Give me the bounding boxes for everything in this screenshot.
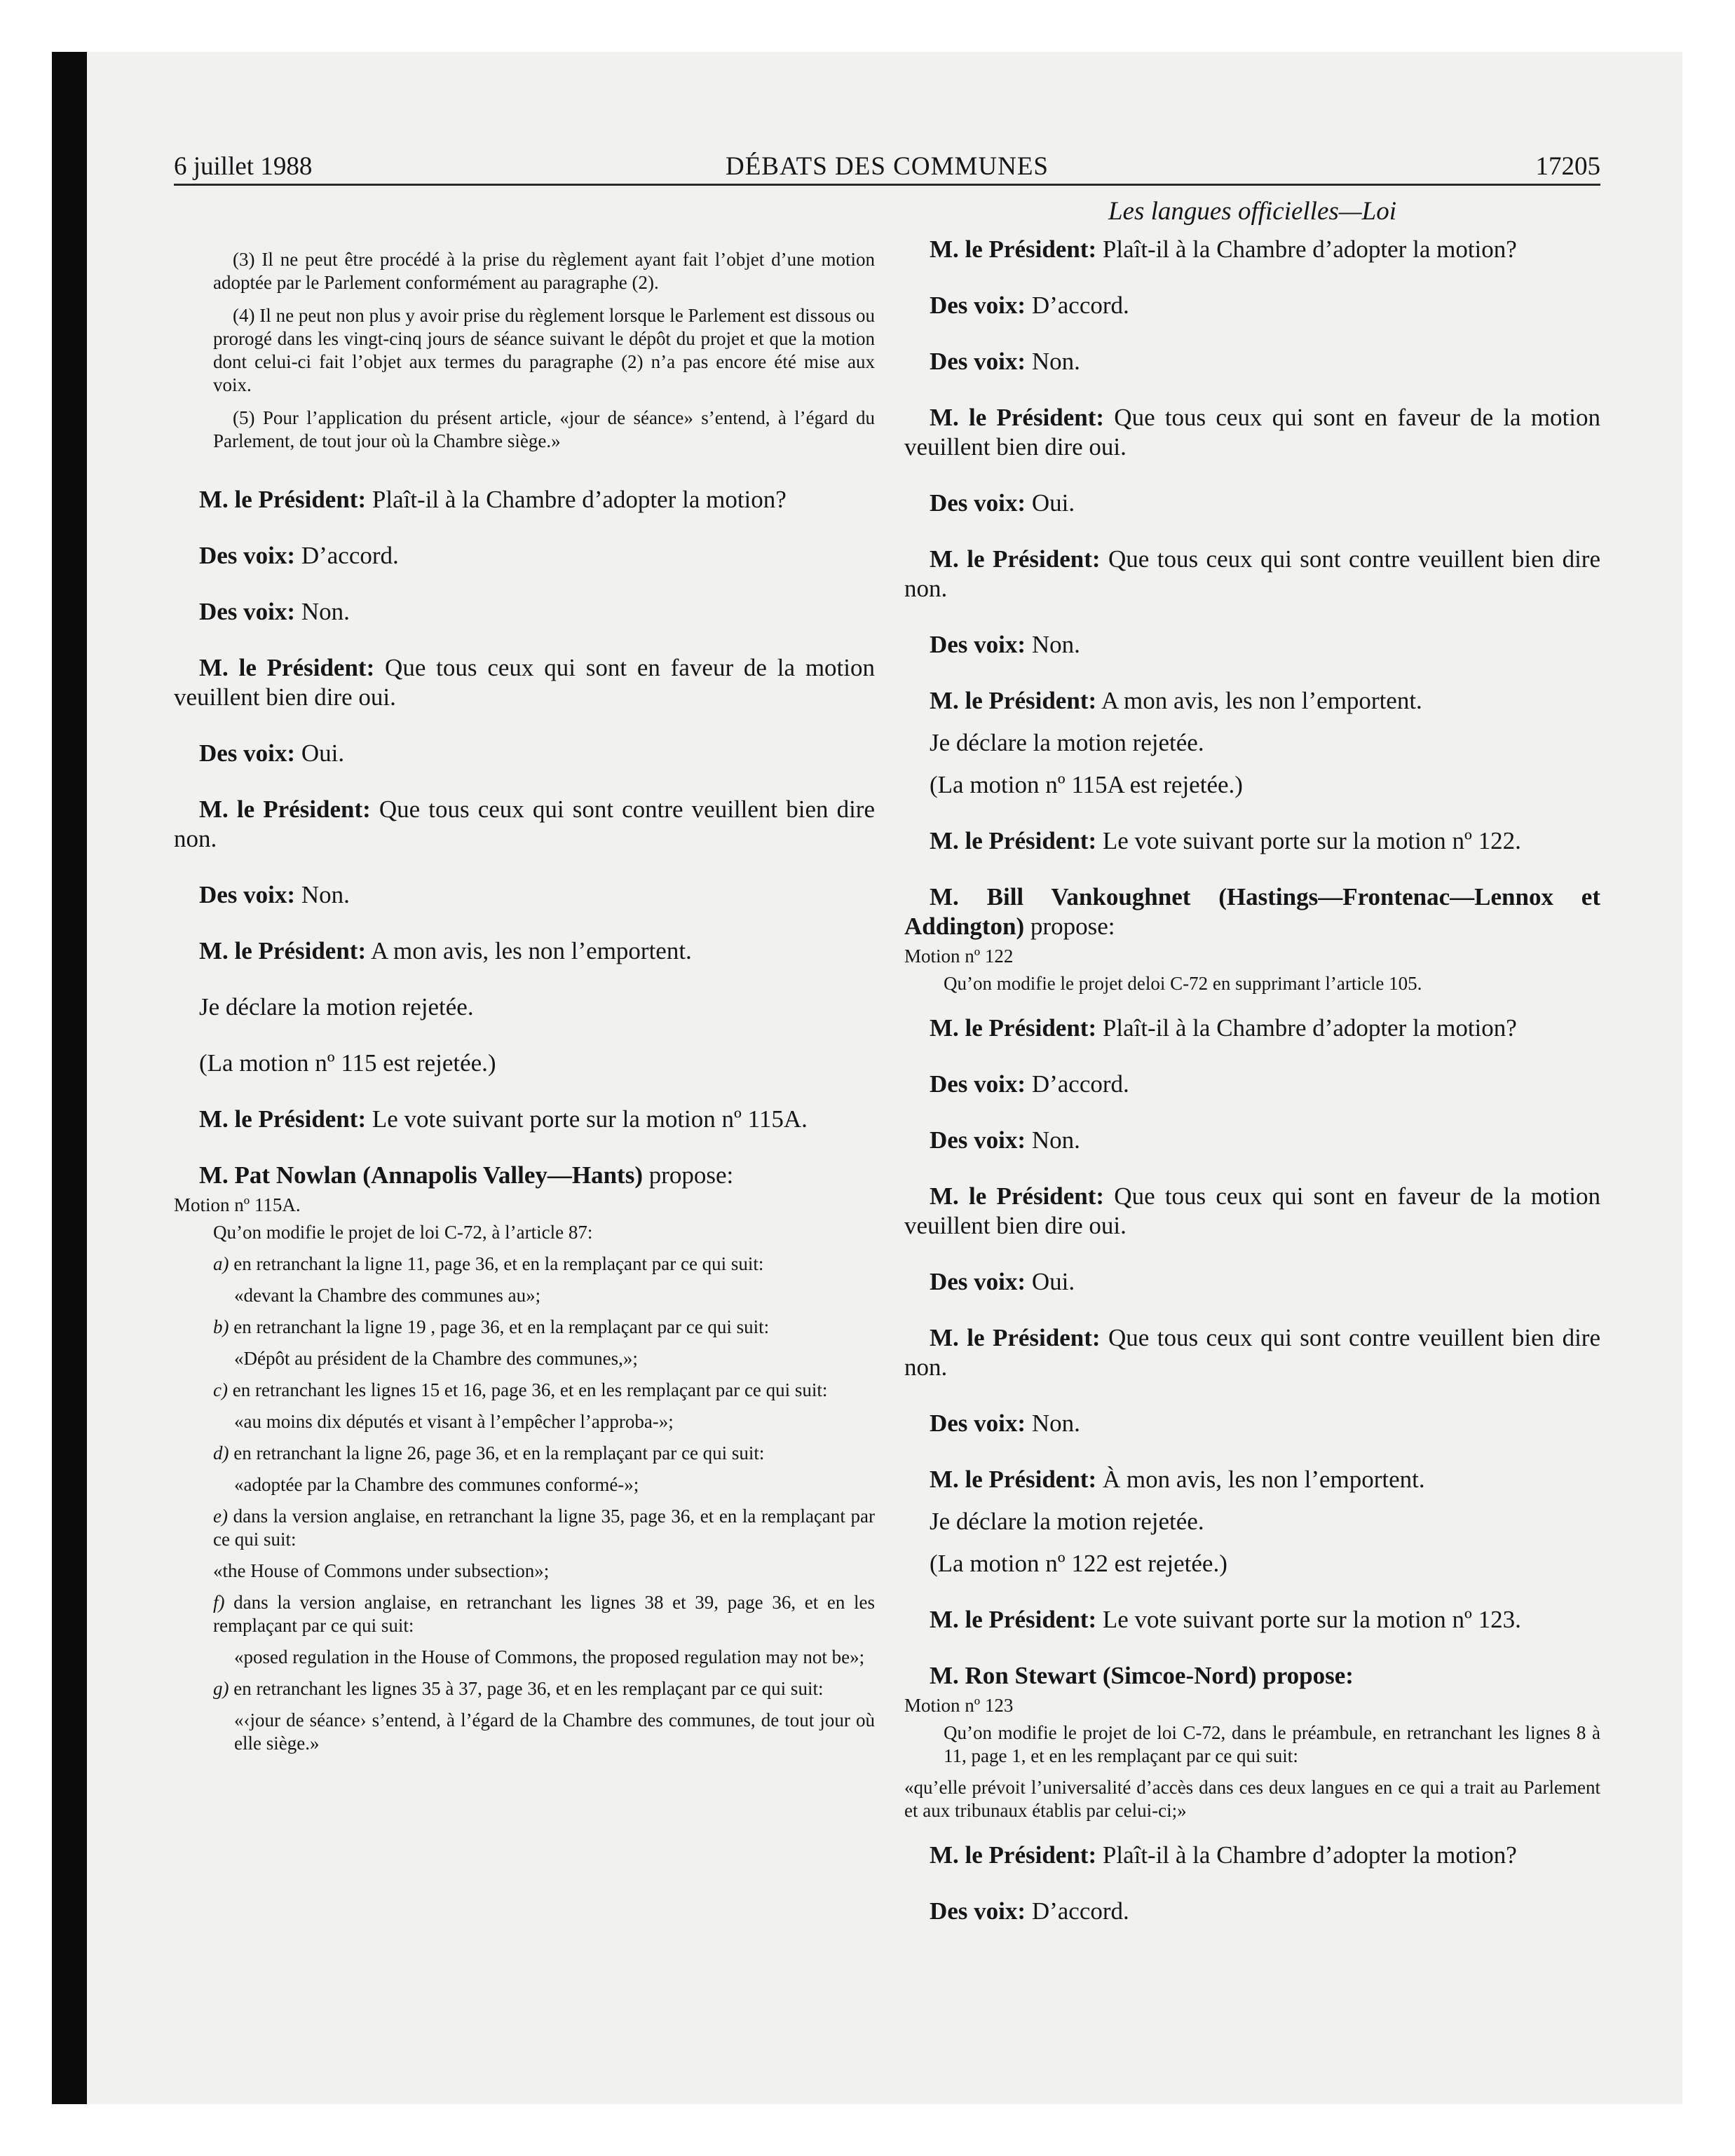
amendment-letter: d): [213, 1442, 229, 1464]
speech-item: [904, 489, 1600, 518]
motion-label: Motion nº 123: [904, 1695, 1014, 1716]
speech-text: À mon avis, les non l’emportent.: [1102, 1466, 1425, 1493]
speech-text: Oui.: [1031, 1268, 1075, 1295]
speaker-name: M. le Président:: [199, 937, 367, 964]
motion-label: Motion nº 115A.: [174, 1194, 301, 1215]
speech-item: Je déclare la motion rejetée.: [199, 993, 474, 1021]
speaker-name: Des voix:: [930, 1268, 1026, 1295]
speech-text: Oui.: [1031, 489, 1075, 517]
amendment-text: en retranchant la ligne 26, page 36, et en la remplaçant par ce qui suit:: [233, 1442, 765, 1464]
header-date: 6 juillet 1988: [174, 152, 313, 181]
speech-text: Non.: [1031, 1410, 1080, 1437]
speech-text: Le vote suivant porte sur la motion nº 123.: [1102, 1606, 1521, 1633]
amendment-item: [174, 1253, 875, 1276]
speech-text: Le vote suivant porte sur la motion nº 122.: [1102, 827, 1521, 854]
amendment-text: dans la version anglaise, en retranchant les lignes 38 et 39, page 36, et en les remplaçant par ce qui suit:: [213, 1592, 876, 1636]
speech-item: [904, 291, 1600, 320]
quoted-paragraph-5: (5) Pour l’application du présent article, «jour de séance» s’entend, à l’égard du Parlement, de tout jour où la Chambre siège.»: [213, 407, 875, 451]
speech-text: Plaît-il à la Chambre d’adopter la motion?: [1102, 236, 1517, 263]
amendment-letter: g): [213, 1678, 229, 1699]
speech-item: [904, 630, 1600, 660]
speaker-name: M. le Président:: [930, 1014, 1097, 1042]
speech-item: [174, 1105, 875, 1134]
speaker-name: M. le Président:: [930, 545, 1101, 573]
amendment-letter: e): [213, 1506, 228, 1527]
speech-item: [904, 403, 1600, 462]
amendment-item: [174, 1591, 875, 1637]
amendment-quote: «posed regulation in the House of Commons, the proposed regulation may not be»;: [234, 1646, 865, 1667]
speaker-name: M. le Président:: [930, 236, 1097, 263]
speech-item: [904, 686, 1600, 716]
scan-binding-edge: [52, 52, 87, 2104]
speaker-name: M. le Président:: [930, 404, 1105, 431]
speech-item: [174, 597, 875, 627]
speech-text: D’accord.: [1031, 1070, 1129, 1098]
mover-name: M. Bill Vankoughnet (Hastings—Frontenac—Lennox et Addington): [904, 883, 1600, 940]
speech-item: Je déclare la motion rejetée.: [930, 1508, 1204, 1535]
amendment-item: [174, 1316, 875, 1339]
speech-text: Non.: [1031, 1126, 1080, 1154]
speech-text: Non.: [1031, 348, 1080, 375]
speech-item: [904, 545, 1600, 603]
speaker-name: M. le Président:: [199, 1105, 367, 1133]
speaker-name: Des voix:: [930, 348, 1026, 375]
speech-item: Je déclare la motion rejetée.: [930, 729, 1204, 756]
speech-item: [174, 541, 875, 571]
amendment-item: [174, 1677, 875, 1700]
speaker-name: M. le Président:: [199, 486, 367, 513]
mover-verb: propose:: [1030, 913, 1115, 940]
speech-text: Non.: [301, 598, 350, 625]
amendment-text: en retranchant les lignes 35 à 37, page 36, et en les remplaçant par ce qui suit:: [233, 1678, 824, 1699]
speech-item: [904, 1605, 1600, 1635]
speech-item: [904, 1897, 1600, 1926]
speaker-name: Des voix:: [199, 739, 296, 767]
mover-name: M. Pat Nowlan (Annapolis Valley—Hants): [199, 1161, 643, 1189]
speaker-name: Des voix:: [930, 1897, 1026, 1925]
speech-item: (La motion nº 115 est rejetée.): [199, 1049, 496, 1077]
amendment-text: en retranchant la ligne 11, page 36, et en la remplaçant par ce qui suit:: [233, 1253, 764, 1274]
speech-item: [904, 235, 1600, 264]
amendment-quote: «au moins dix députés et visant à l’empêcher l’approba-»;: [234, 1411, 674, 1432]
speech-text: Que tous ceux qui sont en faveur de la motion veuillent bien dire oui.: [174, 654, 875, 711]
amendment-text: en retranchant les lignes 15 et 16, page 36, et en les remplaçant par ce qui suit:: [232, 1379, 828, 1400]
amendment-text: dans la version anglaise, en retranchant la ligne 35, page 36, et en la remplaçant par ce qui suit:: [213, 1506, 875, 1550]
amendment-letter: a): [213, 1253, 229, 1274]
speaker-name: Des voix:: [199, 542, 296, 569]
speech-item: [904, 1409, 1600, 1438]
mover-verb: propose:: [648, 1161, 734, 1189]
speaker-name: M. le Président:: [930, 1841, 1097, 1869]
speech-text: D’accord.: [1031, 292, 1129, 319]
amendment-intro: Qu’on modifie le projet de loi C-72, à l’article 87:: [213, 1222, 593, 1243]
mover-name: M. Ron Stewart (Simcoe-Nord) propose:: [930, 1662, 1354, 1689]
speech-text: D’accord.: [301, 542, 399, 569]
speech-text: Plaît-il à la Chambre d’adopter la motion?: [1102, 1841, 1517, 1869]
speech-item: [904, 1014, 1600, 1043]
speech-item: [904, 1323, 1600, 1382]
header-title: DÉBATS DES COMMUNES: [725, 152, 1049, 181]
motion-quote: «qu’elle prévoit l’universalité d’accès dans ces deux langues en ce qui a trait au Parlement et aux tribunaux établis par celui-ci;»: [904, 1777, 1600, 1821]
running-title: Les langues officielles—Loi: [1108, 197, 1397, 226]
speech-text: Non.: [301, 881, 350, 908]
document-page: [174, 147, 1600, 1925]
motion-text: Qu’on modifie le projet deloi C-72 en supprimant l’article 105.: [944, 973, 1422, 994]
speaker-name: M. le Président:: [199, 796, 371, 823]
speech-text: Plaît-il à la Chambre d’adopter la motion?: [372, 486, 787, 513]
speaker-name: Des voix:: [930, 1070, 1026, 1098]
amendment-text: en retranchant la ligne 19 , page 36, et en la remplaçant par ce qui suit:: [233, 1316, 770, 1337]
amendment-quote: «Dépôt au président de la Chambre des communes,»;: [234, 1348, 638, 1369]
speech-item: [904, 1070, 1600, 1099]
speech-text: Que tous ceux qui sont en faveur de la motion veuillent bien dire oui.: [904, 1182, 1600, 1239]
speech-item: [174, 653, 875, 712]
speech-text: Le vote suivant porte sur la motion nº 115A.: [372, 1105, 808, 1133]
speaker-name: M. le Président:: [199, 654, 375, 681]
amendment-quote: «‹jour de séance› s’entend, à l’égard de la Chambre des communes, de tout jour où elle siège.»: [234, 1710, 875, 1754]
left-column: [174, 196, 875, 1763]
amendment-letter: f): [213, 1592, 225, 1613]
speech-item: [174, 485, 875, 514]
speech-item: [174, 739, 875, 768]
speech-text: Que tous ceux qui sont contre veuillent bien dire non.: [904, 545, 1600, 602]
speaker-name: Des voix:: [930, 292, 1026, 319]
motion-mover: [174, 1161, 875, 1190]
motion-text: Qu’on modifie le projet de loi C-72, dans le préambule, en retranchant les lignes 8 à 11, page 1, et en les remplaçant par ce qui suit:: [944, 1722, 1600, 1766]
amendment-quote: «the House of Commons under subsection»;: [213, 1560, 550, 1581]
speaker-name: M. le Président:: [930, 1606, 1097, 1633]
quoted-paragraph-3: (3) Il ne peut être procédé à la prise du règlement ayant fait l’objet d’une motion adoptée par le Parlement conformément au paragraphe (2).: [213, 249, 875, 293]
speech-item: (La motion nº 115A est rejetée.): [930, 771, 1243, 798]
speech-item: [904, 1267, 1600, 1297]
speaker-name: Des voix:: [930, 489, 1026, 517]
speech-text: Que tous ceux qui sont contre veuillent bien dire non.: [174, 796, 875, 852]
amendment-letter: c): [213, 1379, 228, 1400]
motion-mover: [904, 1661, 1600, 1691]
speaker-name: M. le Président:: [930, 687, 1097, 714]
speech-text: A mon avis, les non l’emportent.: [370, 937, 692, 964]
speech-text: D’accord.: [1031, 1897, 1129, 1925]
speech-text: Oui.: [301, 739, 345, 767]
speaker-name: Des voix:: [199, 881, 296, 908]
speech-text: Que tous ceux qui sont en faveur de la motion veuillent bien dire oui.: [904, 404, 1600, 460]
amendment-item: [174, 1442, 875, 1465]
motion-mover: [904, 882, 1600, 941]
amendment-quote: «devant la Chambre des communes au»;: [234, 1285, 541, 1306]
amendment-quote: «adoptée par la Chambre des communes conformé-»;: [234, 1474, 639, 1495]
speech-item: [904, 1182, 1600, 1241]
speech-item: [904, 347, 1600, 376]
speech-item: [174, 936, 875, 966]
page-header: [174, 147, 1600, 186]
speech-item: (La motion nº 122 est rejetée.): [930, 1550, 1227, 1577]
speech-text: A mon avis, les non l’emportent.: [1101, 687, 1422, 714]
amendment-item: [174, 1379, 875, 1402]
speech-item: [904, 826, 1600, 856]
quoted-paragraph-4: (4) Il ne peut non plus y avoir prise du règlement lorsque le Parlement est dissous ou prorogé dans les vingt-cinq jours de séance suivant le dépôt du projet et que la motion dont celui-ci fait l’objet aux termes du paragraphe (2) n’a pas encore été mise aux voix.: [213, 305, 875, 395]
speaker-name: Des voix:: [930, 1126, 1026, 1154]
speaker-name: M. le Président:: [930, 1182, 1105, 1210]
speaker-name: Des voix:: [930, 631, 1026, 658]
speech-text: Non.: [1031, 631, 1080, 658]
motion-label: Motion nº 122: [904, 946, 1014, 967]
amendment-item: [174, 1505, 875, 1551]
speaker-name: Des voix:: [930, 1410, 1026, 1437]
speech-item: [174, 795, 875, 854]
right-column: [904, 196, 1600, 1953]
speaker-name: Des voix:: [199, 598, 296, 625]
speech-item: [174, 880, 875, 910]
speech-text: Que tous ceux qui sont contre veuillent bien dire non.: [904, 1324, 1600, 1381]
speaker-name: M. le Président:: [930, 1466, 1097, 1493]
header-page-number: 17205: [1535, 152, 1600, 181]
speech-item: [904, 1841, 1600, 1870]
speech-item: [904, 1465, 1600, 1494]
speaker-name: M. le Président:: [930, 827, 1097, 854]
speech-item: [904, 1126, 1600, 1155]
amendment-letter: b): [213, 1316, 229, 1337]
speech-text: Plaît-il à la Chambre d’adopter la motion?: [1102, 1014, 1517, 1042]
speaker-name: M. le Président:: [930, 1324, 1101, 1351]
